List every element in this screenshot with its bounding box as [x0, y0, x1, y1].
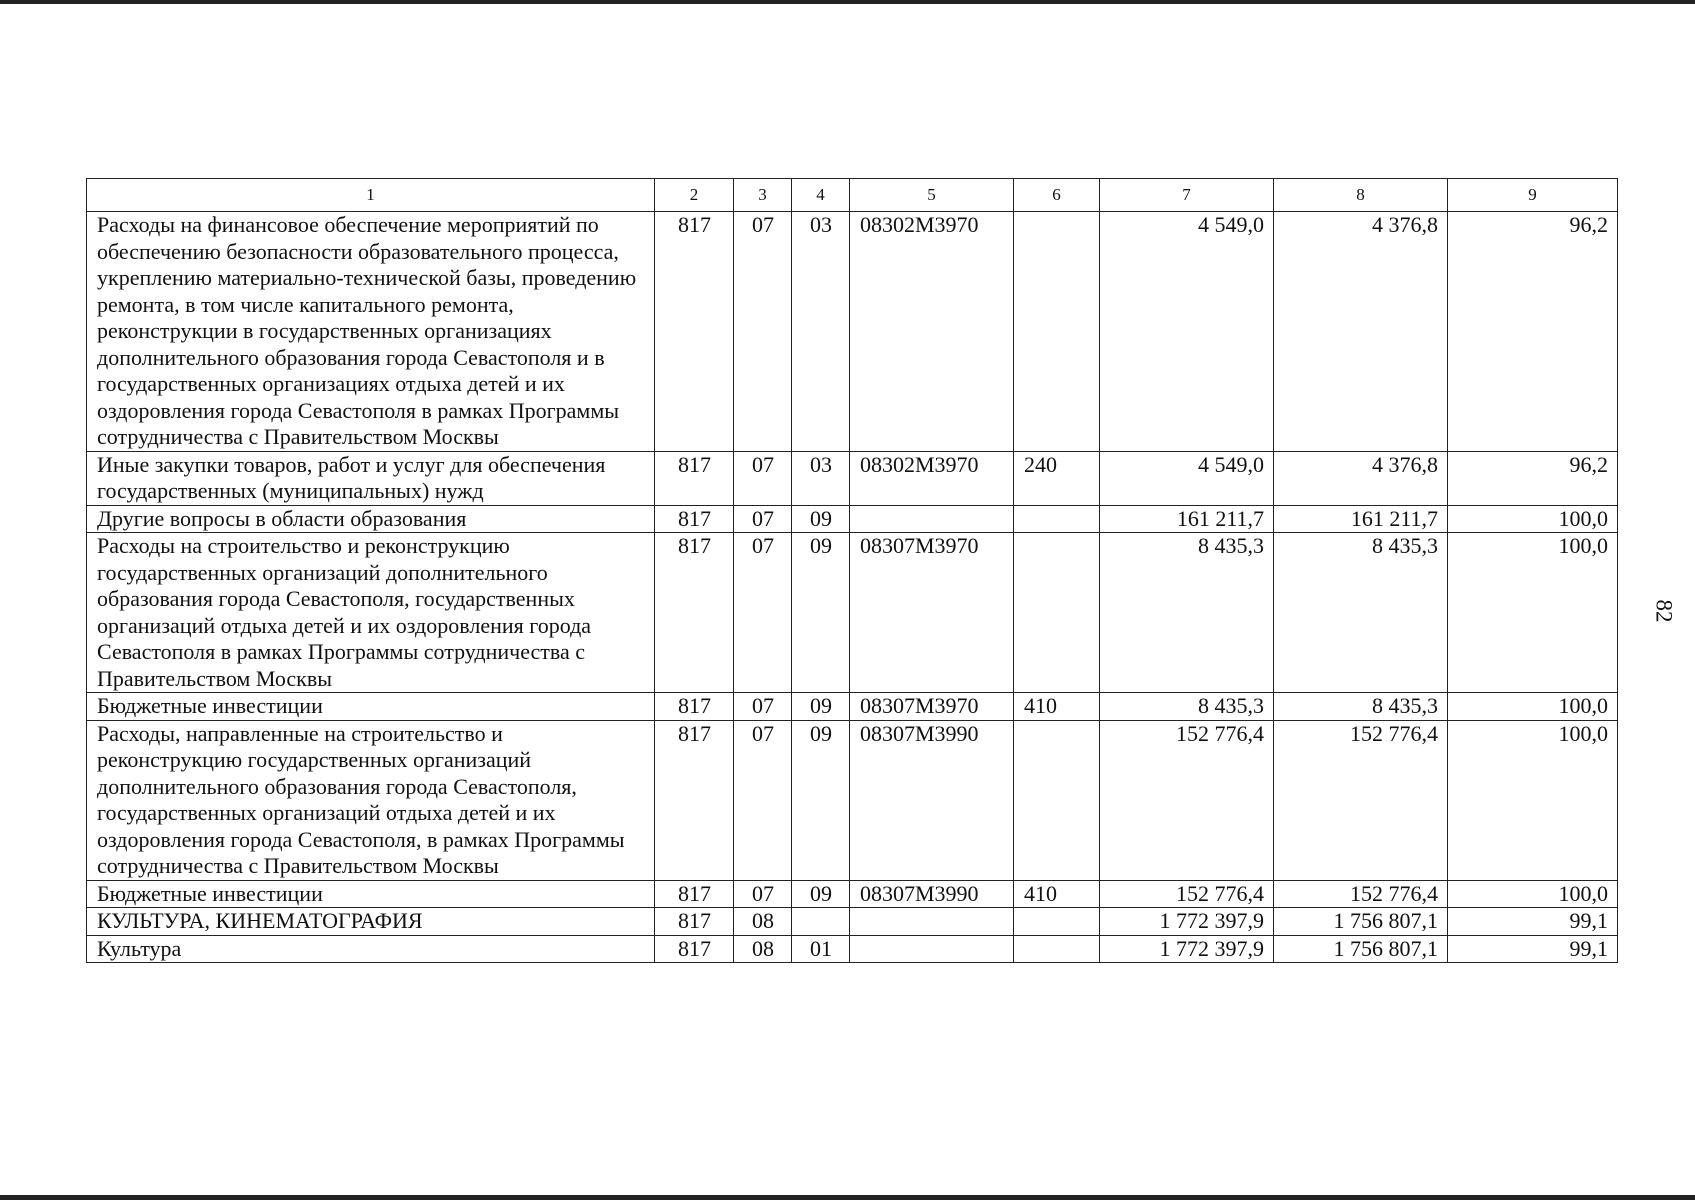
row-subsection: 03 [792, 212, 850, 452]
row-subsection: 09 [792, 720, 850, 880]
row-plan: 4 549,0 [1100, 212, 1274, 452]
row-subsection: 09 [792, 880, 850, 908]
row-name: Расходы, направленные на строительство и реконструкцию государственных организаций дополнительного образования города Севастополя, государственных организаций отдыха детей и их оздоровления города Севастополя, в рамках Программы сотрудничества с Правительством Москвы [87, 720, 655, 880]
row-subsection: 09 [792, 693, 850, 721]
row-section: 07 [734, 880, 792, 908]
row-subsection: 09 [792, 533, 850, 693]
row-percent: 100,0 [1448, 880, 1618, 908]
row-grbs: 817 [655, 720, 734, 880]
row-target-article: 08302М3970 [850, 212, 1014, 452]
row-plan: 152 776,4 [1100, 880, 1274, 908]
row-target-article: 08307М3990 [850, 720, 1014, 880]
column-header: 7 [1100, 179, 1274, 212]
row-name: Бюджетные инвестиции [87, 880, 655, 908]
row-name: Расходы на финансовое обеспечение мероприятий по обеспечению безопасности образовательного процесса, укреплению материально-технической базы, проведению ремонта, в том числе капитального ремонта, реконструкции в государственных организациях дополнительного образования города Севастополя и в государственных организациях отдыха детей и их оздоровления города Севастополя в рамках Программы сотрудничества с Правительством Москвы [87, 212, 655, 452]
column-header: 3 [734, 179, 792, 212]
row-expense-type: 410 [1014, 693, 1100, 721]
row-expense-type [1014, 908, 1100, 936]
row-plan: 152 776,4 [1100, 720, 1274, 880]
row-percent: 100,0 [1448, 505, 1618, 533]
row-target-article: 08307М3990 [850, 880, 1014, 908]
row-subsection [792, 908, 850, 936]
row-target-article [850, 935, 1014, 963]
row-fact: 161 211,7 [1274, 505, 1448, 533]
row-subsection: 01 [792, 935, 850, 963]
row-fact: 8 435,3 [1274, 693, 1448, 721]
row-grbs: 817 [655, 212, 734, 452]
row-section: 08 [734, 935, 792, 963]
row-section: 07 [734, 720, 792, 880]
column-header: 1 [87, 179, 655, 212]
row-section: 07 [734, 533, 792, 693]
table-row [87, 451, 1618, 505]
row-fact: 8 435,3 [1274, 533, 1448, 693]
row-fact: 152 776,4 [1274, 880, 1448, 908]
row-percent: 99,1 [1448, 908, 1618, 936]
row-expense-type: 410 [1014, 880, 1100, 908]
row-expense-type [1014, 505, 1100, 533]
column-header: 8 [1274, 179, 1448, 212]
table-row [87, 212, 1618, 452]
row-fact: 4 376,8 [1274, 451, 1448, 505]
scan-border-bottom [0, 1195, 1695, 1200]
row-target-article [850, 505, 1014, 533]
row-subsection: 09 [792, 505, 850, 533]
row-plan: 8 435,3 [1100, 533, 1274, 693]
row-plan: 8 435,3 [1100, 693, 1274, 721]
row-fact: 1 756 807,1 [1274, 935, 1448, 963]
row-percent: 99,1 [1448, 935, 1618, 963]
row-plan: 1 772 397,9 [1100, 908, 1274, 936]
row-section: 08 [734, 908, 792, 936]
table-row [87, 935, 1618, 963]
row-plan: 161 211,7 [1100, 505, 1274, 533]
row-target-article: 08302М3970 [850, 451, 1014, 505]
row-expense-type [1014, 212, 1100, 452]
row-fact: 4 376,8 [1274, 212, 1448, 452]
row-expense-type [1014, 720, 1100, 880]
row-expense-type [1014, 935, 1100, 963]
row-section: 07 [734, 212, 792, 452]
table-row [87, 693, 1618, 721]
row-subsection: 03 [792, 451, 850, 505]
column-header: 6 [1014, 179, 1100, 212]
row-expense-type: 240 [1014, 451, 1100, 505]
row-percent: 96,2 [1448, 451, 1618, 505]
row-section: 07 [734, 505, 792, 533]
row-target-article [850, 908, 1014, 936]
row-section: 07 [734, 693, 792, 721]
row-grbs: 817 [655, 451, 734, 505]
row-grbs: 817 [655, 505, 734, 533]
row-plan: 1 772 397,9 [1100, 935, 1274, 963]
table-row [87, 533, 1618, 693]
row-target-article: 08307М3970 [850, 533, 1014, 693]
scan-border-top [0, 0, 1695, 4]
row-percent: 100,0 [1448, 720, 1618, 880]
column-header: 4 [792, 179, 850, 212]
row-name: Культура [87, 935, 655, 963]
budget-table [86, 178, 1618, 963]
row-name: Другие вопросы в области образования [87, 505, 655, 533]
row-name: Бюджетные инвестиции [87, 693, 655, 721]
table-header-row [87, 179, 1618, 212]
row-name: Иные закупки товаров, работ и услуг для обеспечения государственных (муниципальных) нужд [87, 451, 655, 505]
table-row [87, 908, 1618, 936]
row-grbs: 817 [655, 693, 734, 721]
row-grbs: 817 [655, 533, 734, 693]
row-fact: 1 756 807,1 [1274, 908, 1448, 936]
row-plan: 4 549,0 [1100, 451, 1274, 505]
column-header: 5 [850, 179, 1014, 212]
row-target-article: 08307М3970 [850, 693, 1014, 721]
row-percent: 96,2 [1448, 212, 1618, 452]
row-name: КУЛЬТУРА, КИНЕМАТОГРАФИЯ [87, 908, 655, 936]
table-row [87, 880, 1618, 908]
row-percent: 100,0 [1448, 693, 1618, 721]
row-grbs: 817 [655, 935, 734, 963]
table-row [87, 720, 1618, 880]
page-number: 82 [1651, 599, 1677, 623]
table-row [87, 505, 1618, 533]
row-fact: 152 776,4 [1274, 720, 1448, 880]
column-header: 9 [1448, 179, 1618, 212]
row-expense-type [1014, 533, 1100, 693]
row-percent: 100,0 [1448, 533, 1618, 693]
row-name: Расходы на строительство и реконструкцию государственных организаций дополнительного образования города Севастополя, государственных организаций отдыха детей и их оздоровления города Севастополя в рамках Программы сотрудничества с Правительством Москвы [87, 533, 655, 693]
row-grbs: 817 [655, 908, 734, 936]
row-grbs: 817 [655, 880, 734, 908]
row-section: 07 [734, 451, 792, 505]
column-header: 2 [655, 179, 734, 212]
